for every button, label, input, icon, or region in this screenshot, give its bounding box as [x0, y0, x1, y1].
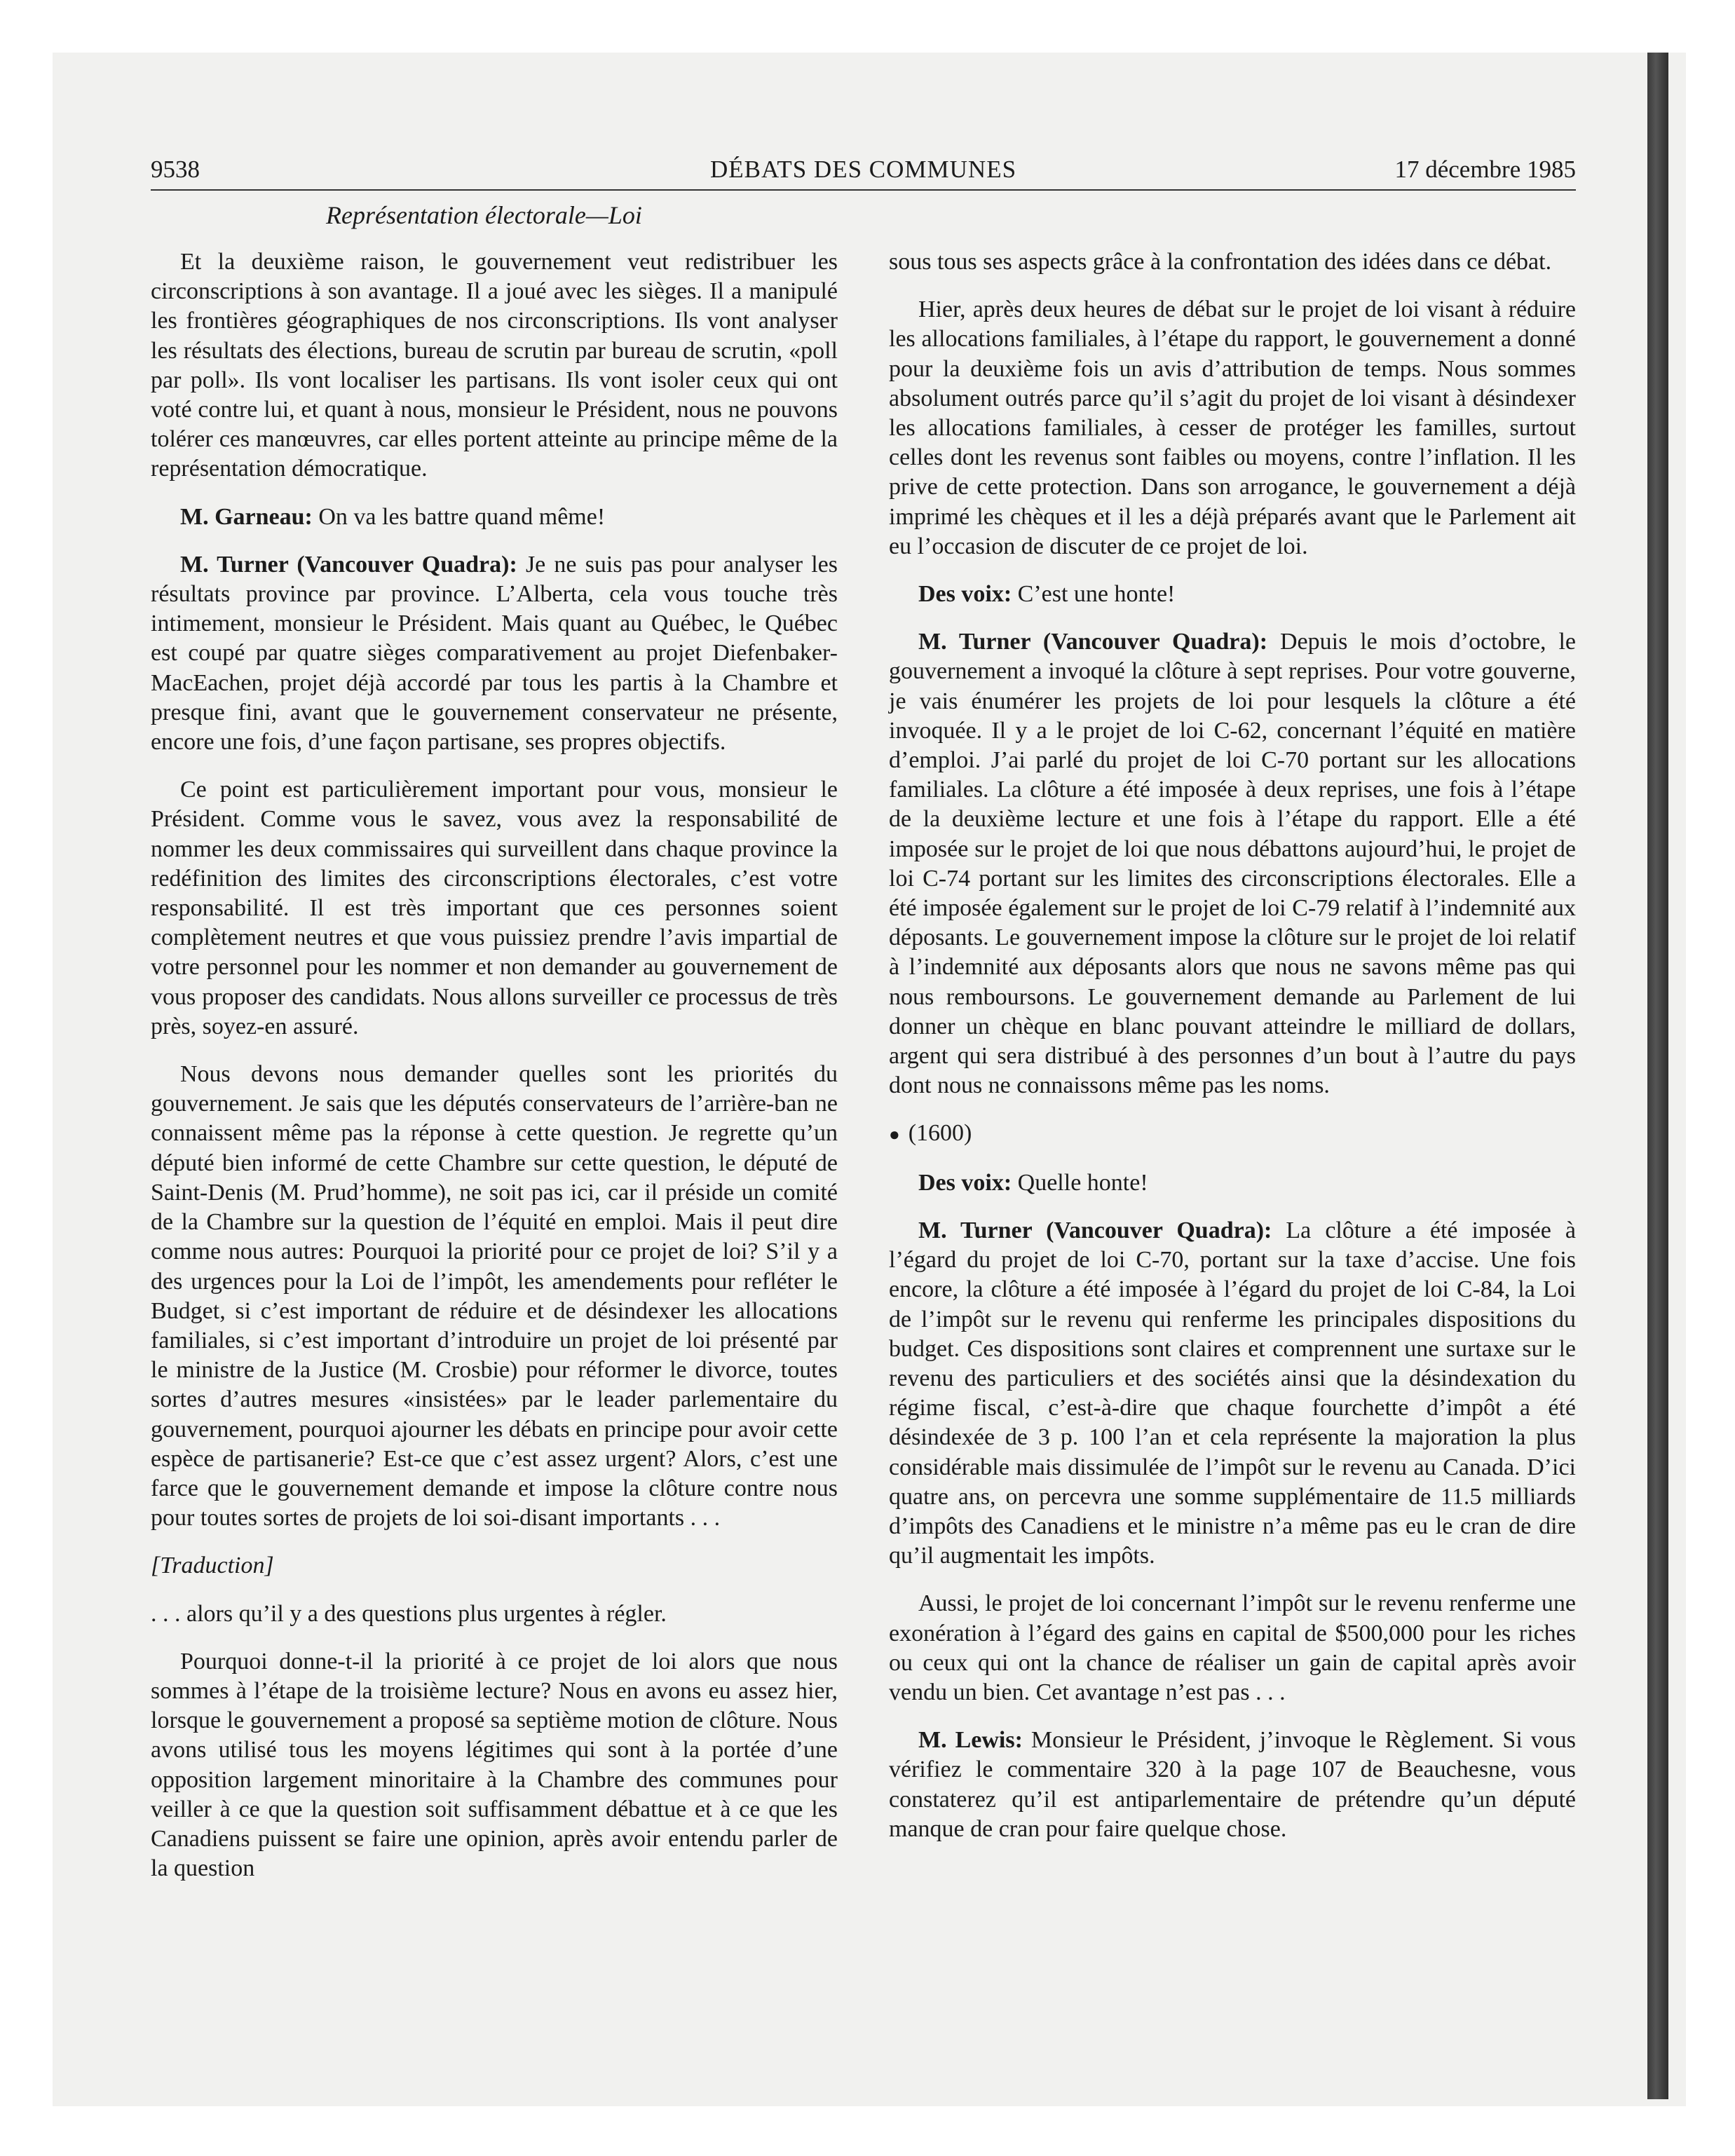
scan-edge-bar	[1647, 53, 1668, 2099]
speech-paragraph	[151, 503, 838, 532]
speaker-name: M. Garneau:	[180, 503, 313, 530]
right-column	[889, 247, 1576, 1862]
paragraph: Ce point est particulièrement important pour vous, monsieur le Président. Comme vous le savez, vous avez la responsabilité de nommer les deux commissaires qui surveillent dans chaque province la redéfinition des limites des circonscriptions électorales, c’est votre responsabilité. Il est très important que ces personnes soient complètement neutres et que vous puissiez prendre l’avis impartial de votre personnel pour les nommer et non demander au gouvernement de vous proposer des candidats. Nous allons surveiller ce processus de très près, soyez-en assuré.	[151, 777, 838, 1039]
paragraph: sous tous ses aspects grâce à la confrontation des idées dans ce débat.	[889, 249, 1552, 275]
speech-text: Depuis le mois d’octobre, le gouvernement a invoqué la clôture à sept reprises. Pour votre gouverne, je vais énumérer les projets de loi pour lesquels la clôture a été invoquée. Il y a le projet de loi C-62, concernant l’équité en matière d’emploi. J’ai parlé du projet de loi C-70 portant sur les allocations familiales. La clôture a été imposée à deux reprises, une fois à l’étape de la deuxième lecture et une fois à l’étape du rapport. Elle a été imposée sur le projet de loi que nous débattons aujourd’hui, le projet de loi C-74 portant sur les limites des circonscriptions électorales. Elle a été imposée également sur le projet de loi C-79 relatif à l’indemnité aux déposants. Le gouvernement impose la clôture sur le projet de loi relatif à l’indemnité aux déposants alors que nous ne savons même pas qui nous remboursons. Le gouvernement demande au Parlement de lui donner un chèque en blanc pouvant atteindre le milliard de dollars, argent qui sera distribué à des personnes d’un bout à l’autre du pays dont nous ne connaissons même pas les noms.	[889, 629, 1576, 1099]
page-header	[151, 156, 1576, 191]
paragraph: Nous devons nous demander quelles sont les priorités du gouvernement. Je sais que les députés conservateurs de l’arrière-ban ne connaissent même pas la réponse à cette question. Je regrette qu’un député bien informé de cette Chambre sur cette question, le député de Saint-Denis (M. Prud’homme), ne soit pas ici, car il préside un comité de la Chambre sur la question de l’équité en emploi. Mais il peut dire comme nous autres: Pourquoi la priorité pour ce projet de loi? S’il y a des urgences pour la Loi de l’impôt, les amendements pour refléter le Budget, si c’est important de réduire et de désindexer les allocations familiales, si c’est important d’introduire un projet de loi présenté par le ministre de la Justice (M. Crosbie) pour réformer le divorce, toutes sortes d’autres mesures «insistées» par le leader parlementaire du gouvernement, pourquoi ajourner les débats en principe pour avoir cette espèce de partisanerie? Est-ce que c’est assez urgent? Alors, c’est une farce que le gouvernement demande et impose la clôture contre nous pour toutes sortes de projets de loi soi-disant importants . . .	[151, 1061, 838, 1531]
speech-text: Je ne suis pas pour analyser les résultats province par province. L’Alberta, cela vous touche très intimement, monsieur le Président. Mais quant au Québec, le Québec est coupé par quatre sièges comparativement au projet Diefenbaker-MacEachen, projet déjà accordé par tous les partis à la Chambre et presque fini, avant que le gouvernement conservateur ne présente, encore une fois, d’une façon partisane, ses propres objectifs.	[151, 551, 838, 756]
paragraph: Hier, après deux heures de débat sur le projet de loi visant à réduire les allocations familiales, à l’étape du rapport, le gouvernement a donné pour la deuxième fois un avis d’attribution de temps. Nous sommes absolument outrés parce qu’il s’agit du projet de loi visant à désindexer les allocations familiales, à cesser de protéger les familles, surtout celles dont les revenus sont faibles ou moyens, contre l’inflation. Il les prive de cette protection. Dans son arrogance, le gouvernement a déjà imprimé les chèques et il les a déjà préparés avant que le Parlement ait eu l’occasion de discuter de ce projet de loi.	[889, 296, 1576, 559]
speaker-name: Des voix:	[918, 581, 1012, 608]
speech-text: Quelle honte!	[1012, 1169, 1148, 1196]
speaker-name: Des voix:	[918, 1169, 1012, 1196]
running-title: Représentation électorale—Loi	[326, 201, 642, 229]
paragraph: Pourquoi donne-t-il la priorité à ce projet de loi alors que nous sommes à l’étape de la troisième lecture? Nous en avons eu assez hier, lorsque le gouvernement a proposé sa septième motion de clôture. Nous avons utilisé tous les moyens légitimes qui sont à la portée d’une opposition largement minoritaire à la Chambre des communes pour veiller à ce que la question soit suffisamment débattue et à ce que les Canadiens puissent se faire une opinion, après avoir entendu parler de la question	[151, 1648, 838, 1882]
speaker-name: M. Turner (Vancouver Quadra):	[918, 629, 1268, 655]
page-number: 9538	[151, 156, 200, 183]
time-marker	[889, 1119, 1576, 1149]
publication-date: 17 décembre 1985	[1394, 156, 1576, 183]
speech-paragraph	[889, 580, 1576, 609]
speech-paragraph	[889, 1216, 1576, 1571]
left-column	[151, 247, 838, 1902]
speech-paragraph	[151, 550, 838, 757]
publication-title: DÉBATS DES COMMUNES	[709, 156, 1017, 183]
paragraph: . . . alors qu’il y a des questions plus urgentes à régler.	[151, 1600, 667, 1627]
bullet-icon: ●	[889, 1124, 900, 1145]
header-rule	[151, 189, 1576, 191]
time-marker-text: (1600)	[908, 1120, 972, 1147]
speech-text: La clôture a été imposée à l’égard du projet de loi C-70, portant sur la taxe d’accise. Une fois encore, la clôture a été imposée à l’égard du projet de loi C-84, la Loi de l’impôt sur le revenu qui renferme les principales dispositions du budget. Ces dispositions sont claires et comprennent une surtaxe sur le revenu des particuliers et des sociétés ainsi que la désindexation du régime fiscal, c’est-à-dire que chaque fourchette d’impôt a été désindexée de 3 p. 100 l’an et cela représente la majoration la plus considérable mais dissimulée de l’impôt sur le revenu au Canada. D’ici quatre ans, on percevra une somme supplémentaire de 11.5 milliards d’impôts des Canadiens et le ministre n’a même pas eu le cran de dire qu’il augmentait les impôts.	[889, 1217, 1576, 1569]
speech-text: Monsieur le Président, j’invoque le Règlement. Si vous vérifiez le commentaire 320 à la page 107 de Beauchesne, vous constaterez qu’il est antiparlementaire de prétendre qu’un député manque de cran pour faire quelque chose.	[889, 1727, 1576, 1842]
speech-text: On va les battre quand même!	[312, 503, 606, 530]
translation-note: [Traduction]	[151, 1553, 274, 1579]
speech-paragraph	[889, 627, 1576, 1100]
paragraph: Et la deuxième raison, le gouvernement veut redistribuer les circonscriptions à son avantage. Il a joué avec les sièges. Il a manipulé les frontières géographiques de nos circonscriptions. Ils vont analyser les résultats des élections, bureau de scrutin par bureau de scrutin, «poll par poll». Ils vont localiser les partisans. Ils vont isoler ceux qui ont voté contre lui, et quant à nous, monsieur le Président, nous ne pouvons tolérer ces manœuvres, car elles portent atteinte au principe même de la représentation démocratique.	[151, 249, 838, 482]
paragraph: Aussi, le projet de loi concernant l’impôt sur le revenu renferme une exonération à l’égard des gains en capital de $500,000 pour les riches ou ceux qui ont la chance de réaliser un gain de capital après avoir vendu un bien. Cet avantage n’est pas . . .	[889, 1590, 1576, 1705]
speaker-name: M. Turner (Vancouver Quadra):	[180, 551, 517, 578]
speaker-name: M. Turner (Vancouver Quadra):	[918, 1217, 1272, 1243]
speech-paragraph	[889, 1168, 1576, 1198]
speech-text: C’est une honte!	[1012, 581, 1176, 608]
speaker-name: M. Lewis:	[918, 1727, 1023, 1754]
speech-paragraph	[889, 1726, 1576, 1844]
